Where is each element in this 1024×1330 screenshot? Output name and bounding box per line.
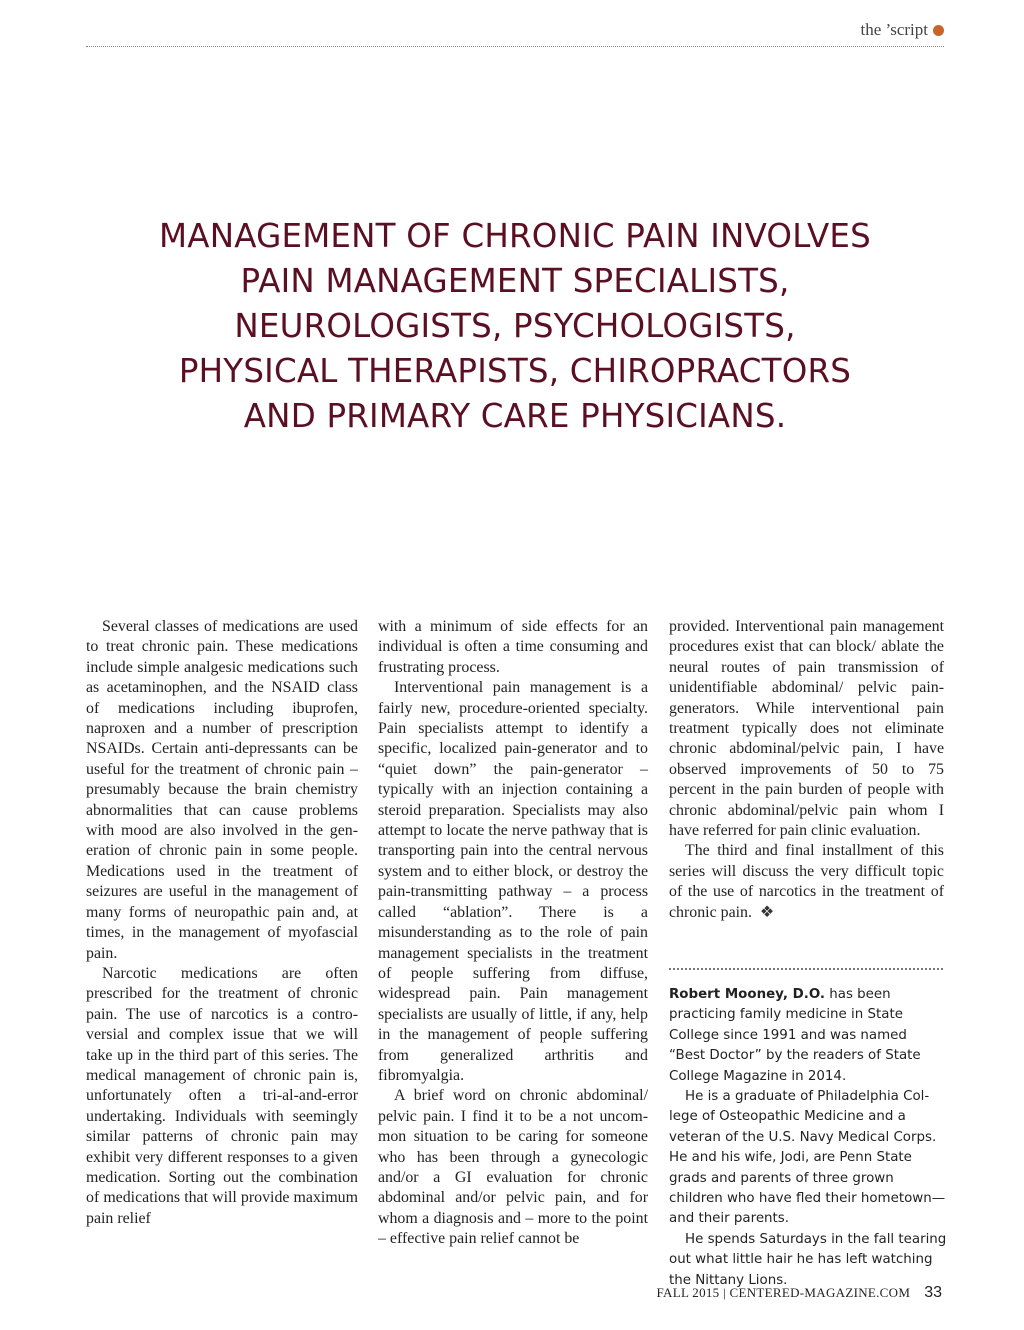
author-bio xyxy=(669,985,947,1291)
body-column-2 xyxy=(378,617,648,1250)
final-paragraph-text: The third and final installment of this series will discuss the very difficult topic of the use of narcotics in the treatment of chronic pain. xyxy=(669,842,944,921)
section-dot-icon xyxy=(933,25,944,36)
bio-paragraph xyxy=(669,985,947,1087)
body-paragraph: Narcotic medications are often prescribed for the treatment of chronic pain. The use of narcotics is a controversial and complex issue that we will take up in the third part of this series. The medical management of chronic pain is, unfortunately often a tri-al-and-error undertaking. Individuals with seemingly similar patterns of chronic pain may exhibit very different responses to a given medication. Sorting out the combination of medications that will provide maximum pain relief xyxy=(86,964,358,1227)
section-label-text: the ’script xyxy=(860,20,928,39)
page-number: 33 xyxy=(924,1284,942,1301)
body-column-3 xyxy=(669,617,944,923)
pull-quote: MANAGEMENT OF CHRONIC PAIN INVOLVES PAIN MANAGEMENT SPECIALISTS, NEUROLOGISTS, PSYCHOLOGISTS, PHYSICAL THERAPISTS, CHIROPRACTORS AND PRIMARY CARE PHYSICIANS. xyxy=(159,217,871,435)
author-name: Robert Mooney, D.O. xyxy=(669,987,825,1002)
bio-divider xyxy=(669,968,943,970)
body-column-1 xyxy=(86,617,358,1229)
page-footer xyxy=(656,1284,942,1302)
body-paragraph-final xyxy=(669,841,944,923)
body-paragraph: A brief word on chronic abdominal/ pelvic pain. I find it to be a not uncommon situation to be caring for someone who has been through a gynecologic and/or a GI evaluation for chronic abdominal and/or pelvic pain, and for whom a diagnosis and – more to the point – effective pain relief cannot be xyxy=(378,1087,648,1248)
bio-paragraph: He is a graduate of Philadelphia College of Osteopathic Medicine and a veteran of the U.S. Navy Medical Corps. He and his wife, Jodi, are Penn State grads and parents of three grown children who have fled their hometown—and their parents. xyxy=(669,1089,946,1227)
footer-text: FALL 2015 | CENTERED-MAGAZINE.COM xyxy=(656,1285,911,1300)
body-paragraph: Interventional pain management is a fairly new, procedure-oriented specialty. Pain specialists attempt to identify a specific, localized pain-generator and to “quiet down” the pain-generator – typically with an injection containing a steroid preparation. Specialists may also attempt to locate the nerve pathway that is transporting pain into the central nervous system and to either block, or destroy the pain-transmitting pathway – a process called “ablation”. There is a misunderstanding as to the role of pain management specialists in the treatment of people suffering from diffuse, widespread pain. Pain management specialists are usually of little, if any, help in the management of people suffering from generalized arthritis and fibromyalgia. xyxy=(378,679,648,1084)
bio-text: has been practicing family medicine in State College since 1991 and was named “Best Doctor” by the readers of State College Magazine in 2014. xyxy=(669,987,921,1084)
bio-paragraph: He spends Saturdays in the fall tearing out what little hair he has left watching the Nittany Lions. xyxy=(669,1231,947,1288)
body-paragraph: Several classes of medications are used to treat chronic pain. These medications include simple analgesic medications such as acetaminophen, and the NSAID class of medications including ibuprofen, naproxen and a number of prescription NSAIDs. Certain anti-depressants can be useful for the treatment of chronic pain – presumably because the brain chemistry abnormalities that can cause problems with mood are also involved in the generation of chronic pain in some people. Medications used in the treatment of seizures are useful in the management of many forms of neuropathic pain and, at times, in the management of myofascial pain. xyxy=(86,618,358,962)
body-paragraph: with a minimum of side effects for an individual is often a time consuming and frustrating process. xyxy=(378,618,648,676)
body-paragraph: provided. Interventional pain management procedures exist that can block/ ablate the neural routes of pain transmission of unidentifiable abdominal/ pelvic pain-generators. While interventional pain treatment typically does not eliminate chronic abdominal/pelvic pain, I have observed improvements of 50 to 75 percent in the pain burden of people with chronic abdominal/pelvic pain whom I have referred for pain clinic evaluation. xyxy=(669,618,944,840)
running-header xyxy=(86,18,944,47)
end-mark-icon: ❖ xyxy=(759,903,775,921)
section-label xyxy=(860,20,944,40)
